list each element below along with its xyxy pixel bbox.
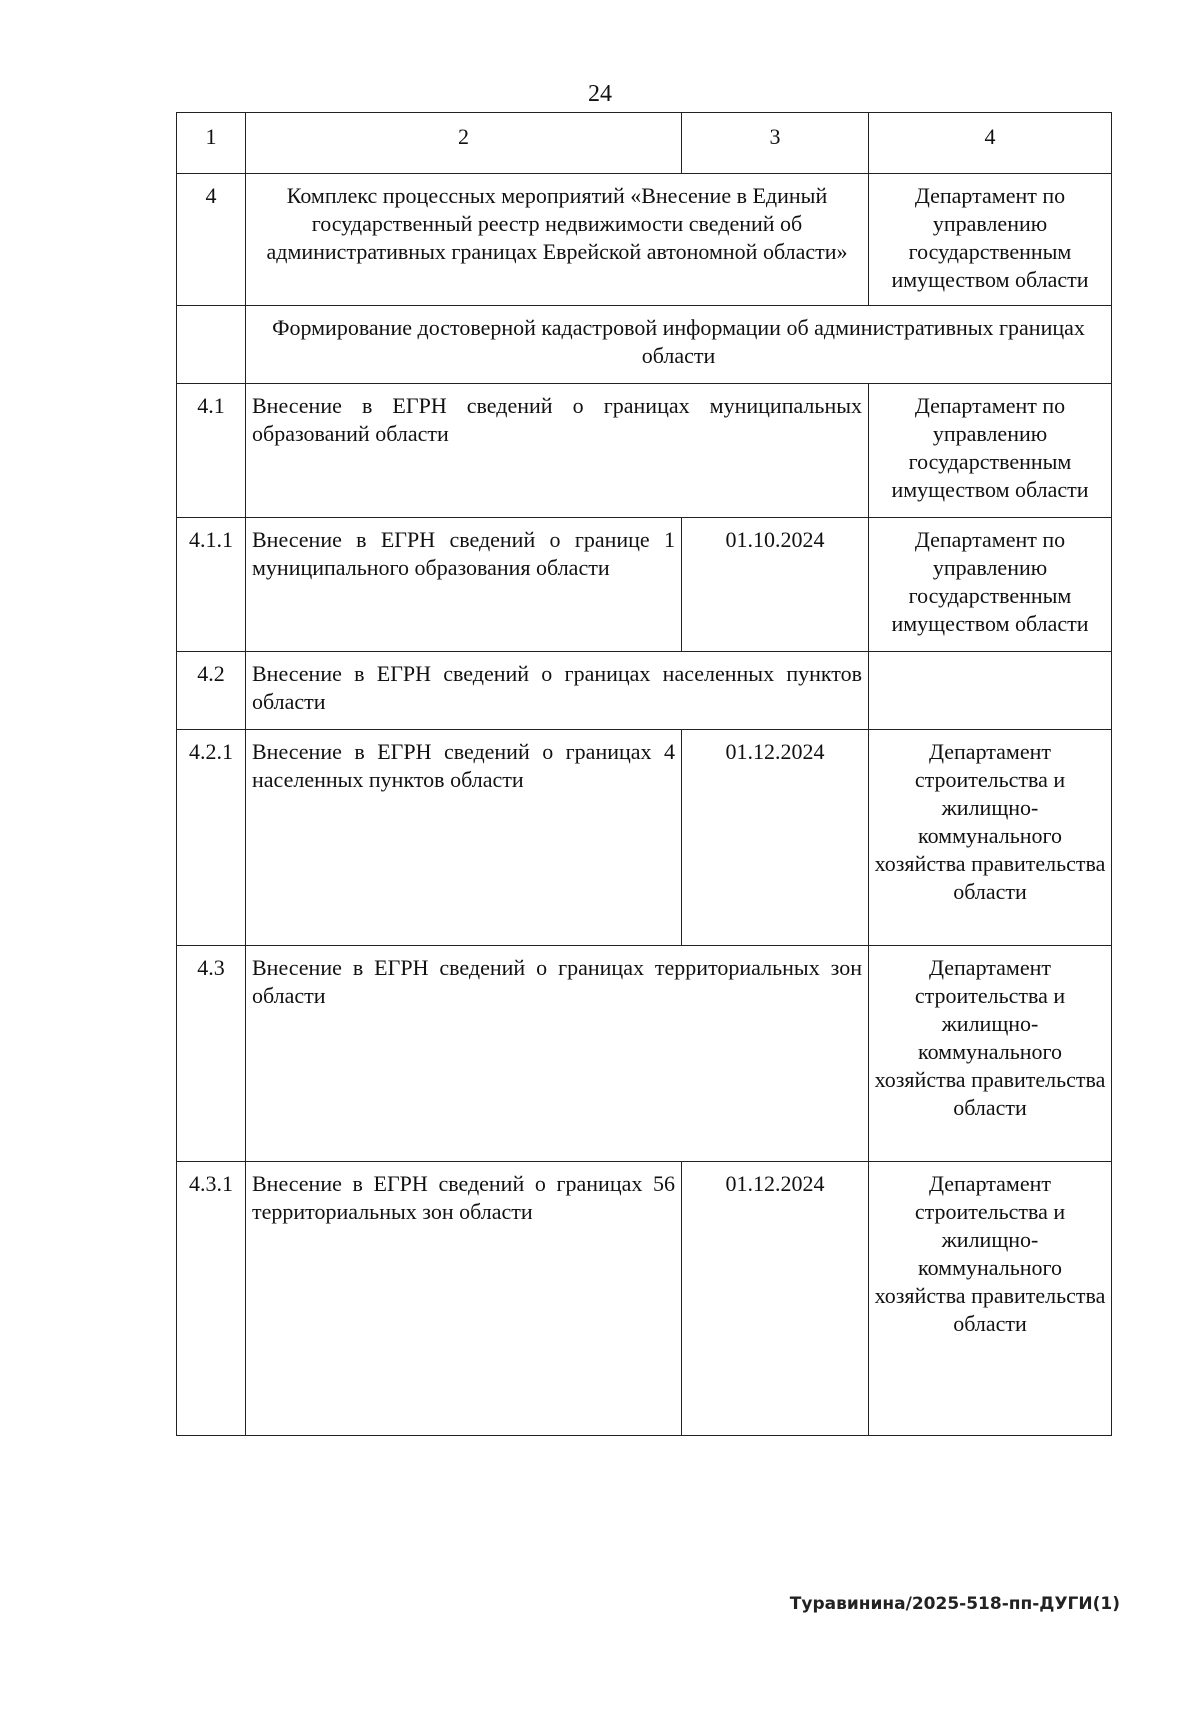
table-header-row [177,113,1112,174]
row-number: 4.3.1 [177,1162,246,1436]
table-row [177,730,1112,946]
responsible-dept: Департамент строительства и жилищно-коммунального хозяйства правительства области [869,946,1112,1162]
header-col-2: 2 [246,113,682,174]
deadline-date: 01.12.2024 [682,730,869,946]
page-number: 24 [588,81,612,107]
task-title: Формирование достоверной кадастровой информации об административных границах области [246,306,1112,384]
measure-text: Внесение в ЕГРН сведений о границах территориальных зон области [246,946,869,1162]
header-col-1: 1 [177,113,246,174]
complex-row [177,174,1112,306]
responsible-dept: Департамент по управлению государственным имуществом области [869,174,1112,306]
header-col-3: 3 [682,113,869,174]
measure-text: Внесение в ЕГРН сведений о границах муниципальных образований области [246,384,869,518]
table-row [177,946,1112,1162]
document-code: Туравинина/2025-518-пп-ДУГИ(1) [789,1594,1120,1614]
complex-title: Комплекс процессных мероприятий «Внесение в Единый государственный реестр недвижимости сведений об административных границах Еврейской автономной области» [246,174,869,306]
row-number: 4.3 [177,946,246,1162]
row-number: 4.1.1 [177,518,246,652]
header-col-4: 4 [869,113,1112,174]
measure-text: Внесение в ЕГРН сведений о границах 56 территориальных зон области [246,1162,682,1436]
row-number: 4.1 [177,384,246,518]
responsible-dept: Департамент по управлению государственным имуществом области [869,518,1112,652]
table-row [177,652,1112,730]
row-number: 4 [177,174,246,306]
measures-table [176,112,1112,1436]
row-number: 4.2.1 [177,730,246,946]
row-number: 4.2 [177,652,246,730]
task-empty-cell [177,306,246,384]
responsible-dept: Департамент по управлению государственным имуществом области [869,384,1112,518]
table-row [177,518,1112,652]
table-row [177,1162,1112,1436]
table-row [177,384,1112,518]
measure-text: Внесение в ЕГРН сведений о границах 4 населенных пунктов области [246,730,682,946]
responsible-dept: Департамент строительства и жилищно-коммунального хозяйства правительства области [869,1162,1112,1436]
deadline-date: 01.10.2024 [682,518,869,652]
responsible-dept: Департамент строительства и жилищно-коммунального хозяйства правительства области [869,730,1112,946]
responsible-dept [869,652,1112,730]
measure-text: Внесение в ЕГРН сведений о границе 1 муниципального образования области [246,518,682,652]
measure-text: Внесение в ЕГРН сведений о границах населенных пунктов области [246,652,869,730]
task-row [177,306,1112,384]
deadline-date: 01.12.2024 [682,1162,869,1436]
